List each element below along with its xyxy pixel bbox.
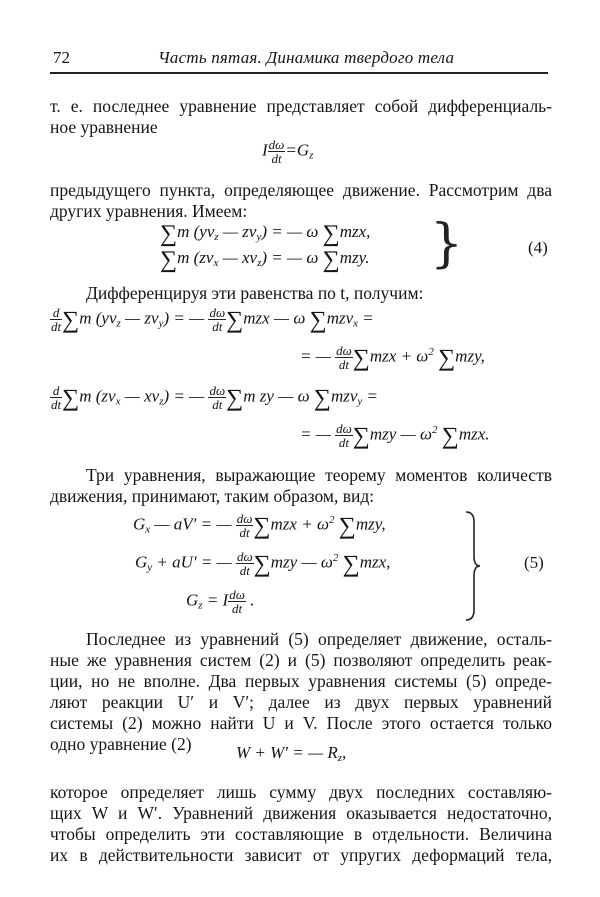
text-line: системы (2) можно найти U и V. После этого остается только xyxy=(50,713,552,733)
equation-5-line-1: $G_x$ — aV′ = — $\frac{d\omega}{dt}$ $\sum mzx + \omega^2$ ∑mzy, xyxy=(133,511,386,540)
running-title: Часть пятая. Динамика твердого тела xyxy=(158,48,455,67)
text-line: которое определяет лишь сумму двух последних составляю- xyxy=(50,782,552,802)
text-line: их в действительности зависит от упругих деформаций тела, xyxy=(50,845,552,865)
derivative-equation-2-continued: = — $\frac{d\omega}{dt}$ ∑mzy — $\omega^2$ ∑mzx. xyxy=(300,421,490,450)
equation-4-line-2: ∑m ($zv_x$ — $xv_z$) = — ω ∑mzy. xyxy=(160,247,370,273)
equation-5-line-3: $G_z = I$ $\frac{d\omega}{dt}$ . xyxy=(186,587,255,616)
derivative-equation-1: $\frac{d}{dt}$ ∑m ($yv_z$ — $zv_y$) = — $\frac{d\omega}{dt}$ ∑mzx — ω ∑mzv$_x$ = xyxy=(51,305,374,334)
page-header xyxy=(50,44,555,72)
equation-number-5: (5) xyxy=(524,553,544,572)
page-number: 72 xyxy=(53,48,70,67)
text-line: Последнее из уравнений (5) определяет движение, осталь- xyxy=(86,629,552,649)
text-line: одно уравнение (2) xyxy=(50,734,192,754)
right-brace-large xyxy=(462,510,482,622)
equation-number-4: (4) xyxy=(528,238,548,257)
text-line: предыдущего пункта, определяющее движение. Рассмотрим два xyxy=(50,180,552,200)
text-line: движения, принимают, таким образом, вид: xyxy=(50,486,375,506)
text-line: щих W и W′. Уравнений движения оказывается недостаточно, xyxy=(50,803,552,823)
derivative-equation-1-continued: = — $\frac{d\omega}{dt}$ $\sum mzx + \omega^2$ ∑mzy, xyxy=(300,343,485,372)
text-line: ляют реакции U′ и V′; далее из двух первых уравнений xyxy=(50,692,552,712)
equation-4-line-1: ∑m ($yv_z$ — $zv_y$) = — ω ∑mzx, xyxy=(160,221,371,247)
equation-5-line-2: $G_y + aU'$ = — $\frac{d\omega}{dt}$ ∑mzy — $\omega^2$ ∑mzx, xyxy=(135,549,391,578)
header-rule xyxy=(50,72,548,74)
text-line: других уравнения. Имеем: xyxy=(50,201,248,221)
text-line: т. е. последнее уравнение представляет собой дифференциаль- xyxy=(50,96,552,116)
equation-i-domega: I $\frac{d\omega}{dt}$ $=G_z$ xyxy=(262,137,314,166)
text-line: ные же уравнения систем (2) и (5) позволяют определить реак- xyxy=(50,650,552,670)
derivative-equation-2: $\frac{d}{dt}$ ∑m ($zv_x$ — $xv_z$) = — $\frac{d\omega}{dt}$ ∑m zy — ω ∑mzv$_y$ = xyxy=(51,383,379,412)
text-line: ное уравнение xyxy=(50,117,158,137)
text-line: ции, но не вполне. Два первых уравнения системы (5) опреде- xyxy=(50,671,552,691)
right-brace: } xyxy=(430,214,464,274)
text-line: чтобы определить эти составляющие в отдельности. Величина xyxy=(50,824,552,844)
text-line: Дифференцируя эти равенства по t, получим: xyxy=(86,283,424,303)
equation-w-sum: W + W′ = — $R_z$, xyxy=(236,743,347,764)
text-line: Три уравнения, выражающие теорему моментов количеств xyxy=(86,465,552,485)
